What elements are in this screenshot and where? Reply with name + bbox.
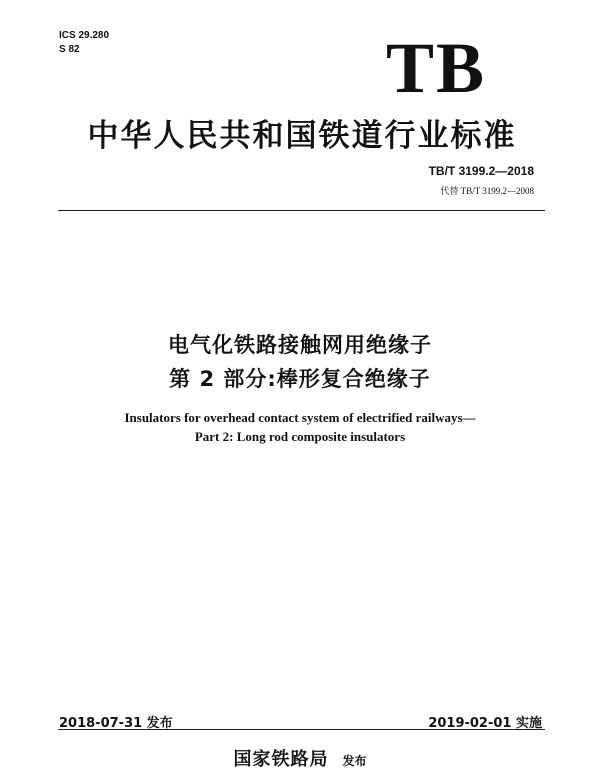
en-title-line2: Part 2: Long rod composite insulators [194,429,406,444]
cn-title-line2: 第 2 部分:棒形复合绝缘子 [169,367,431,391]
cn-title-line1: 电气化铁路接触网用绝缘子 [168,333,432,357]
issuer-action: 发布 [342,754,367,768]
footer-divider [58,729,545,730]
standard-category: 中华人民共和国铁道行业标准 [87,118,517,154]
issuer-line [0,745,600,771]
en-title-line1: Insulators for overhead contact system of electrified railways— [124,410,476,425]
header-divider [58,210,545,211]
ics-block [59,29,109,57]
replaces-note: 代替 TB/T 3199.2—2008 [440,186,534,196]
issuer-name: 国家铁路局 [233,749,329,770]
ics-code: ICS 29.280 [59,30,110,41]
issue-date: 2018-07-31 发布 [59,716,173,731]
implementation-date: 2019-02-01 实施 [428,716,542,731]
classification-code: S 82 [59,44,80,55]
tb-logo: TB [386,28,487,108]
standard-number: TB/T 3199.2—2018 [428,164,534,178]
